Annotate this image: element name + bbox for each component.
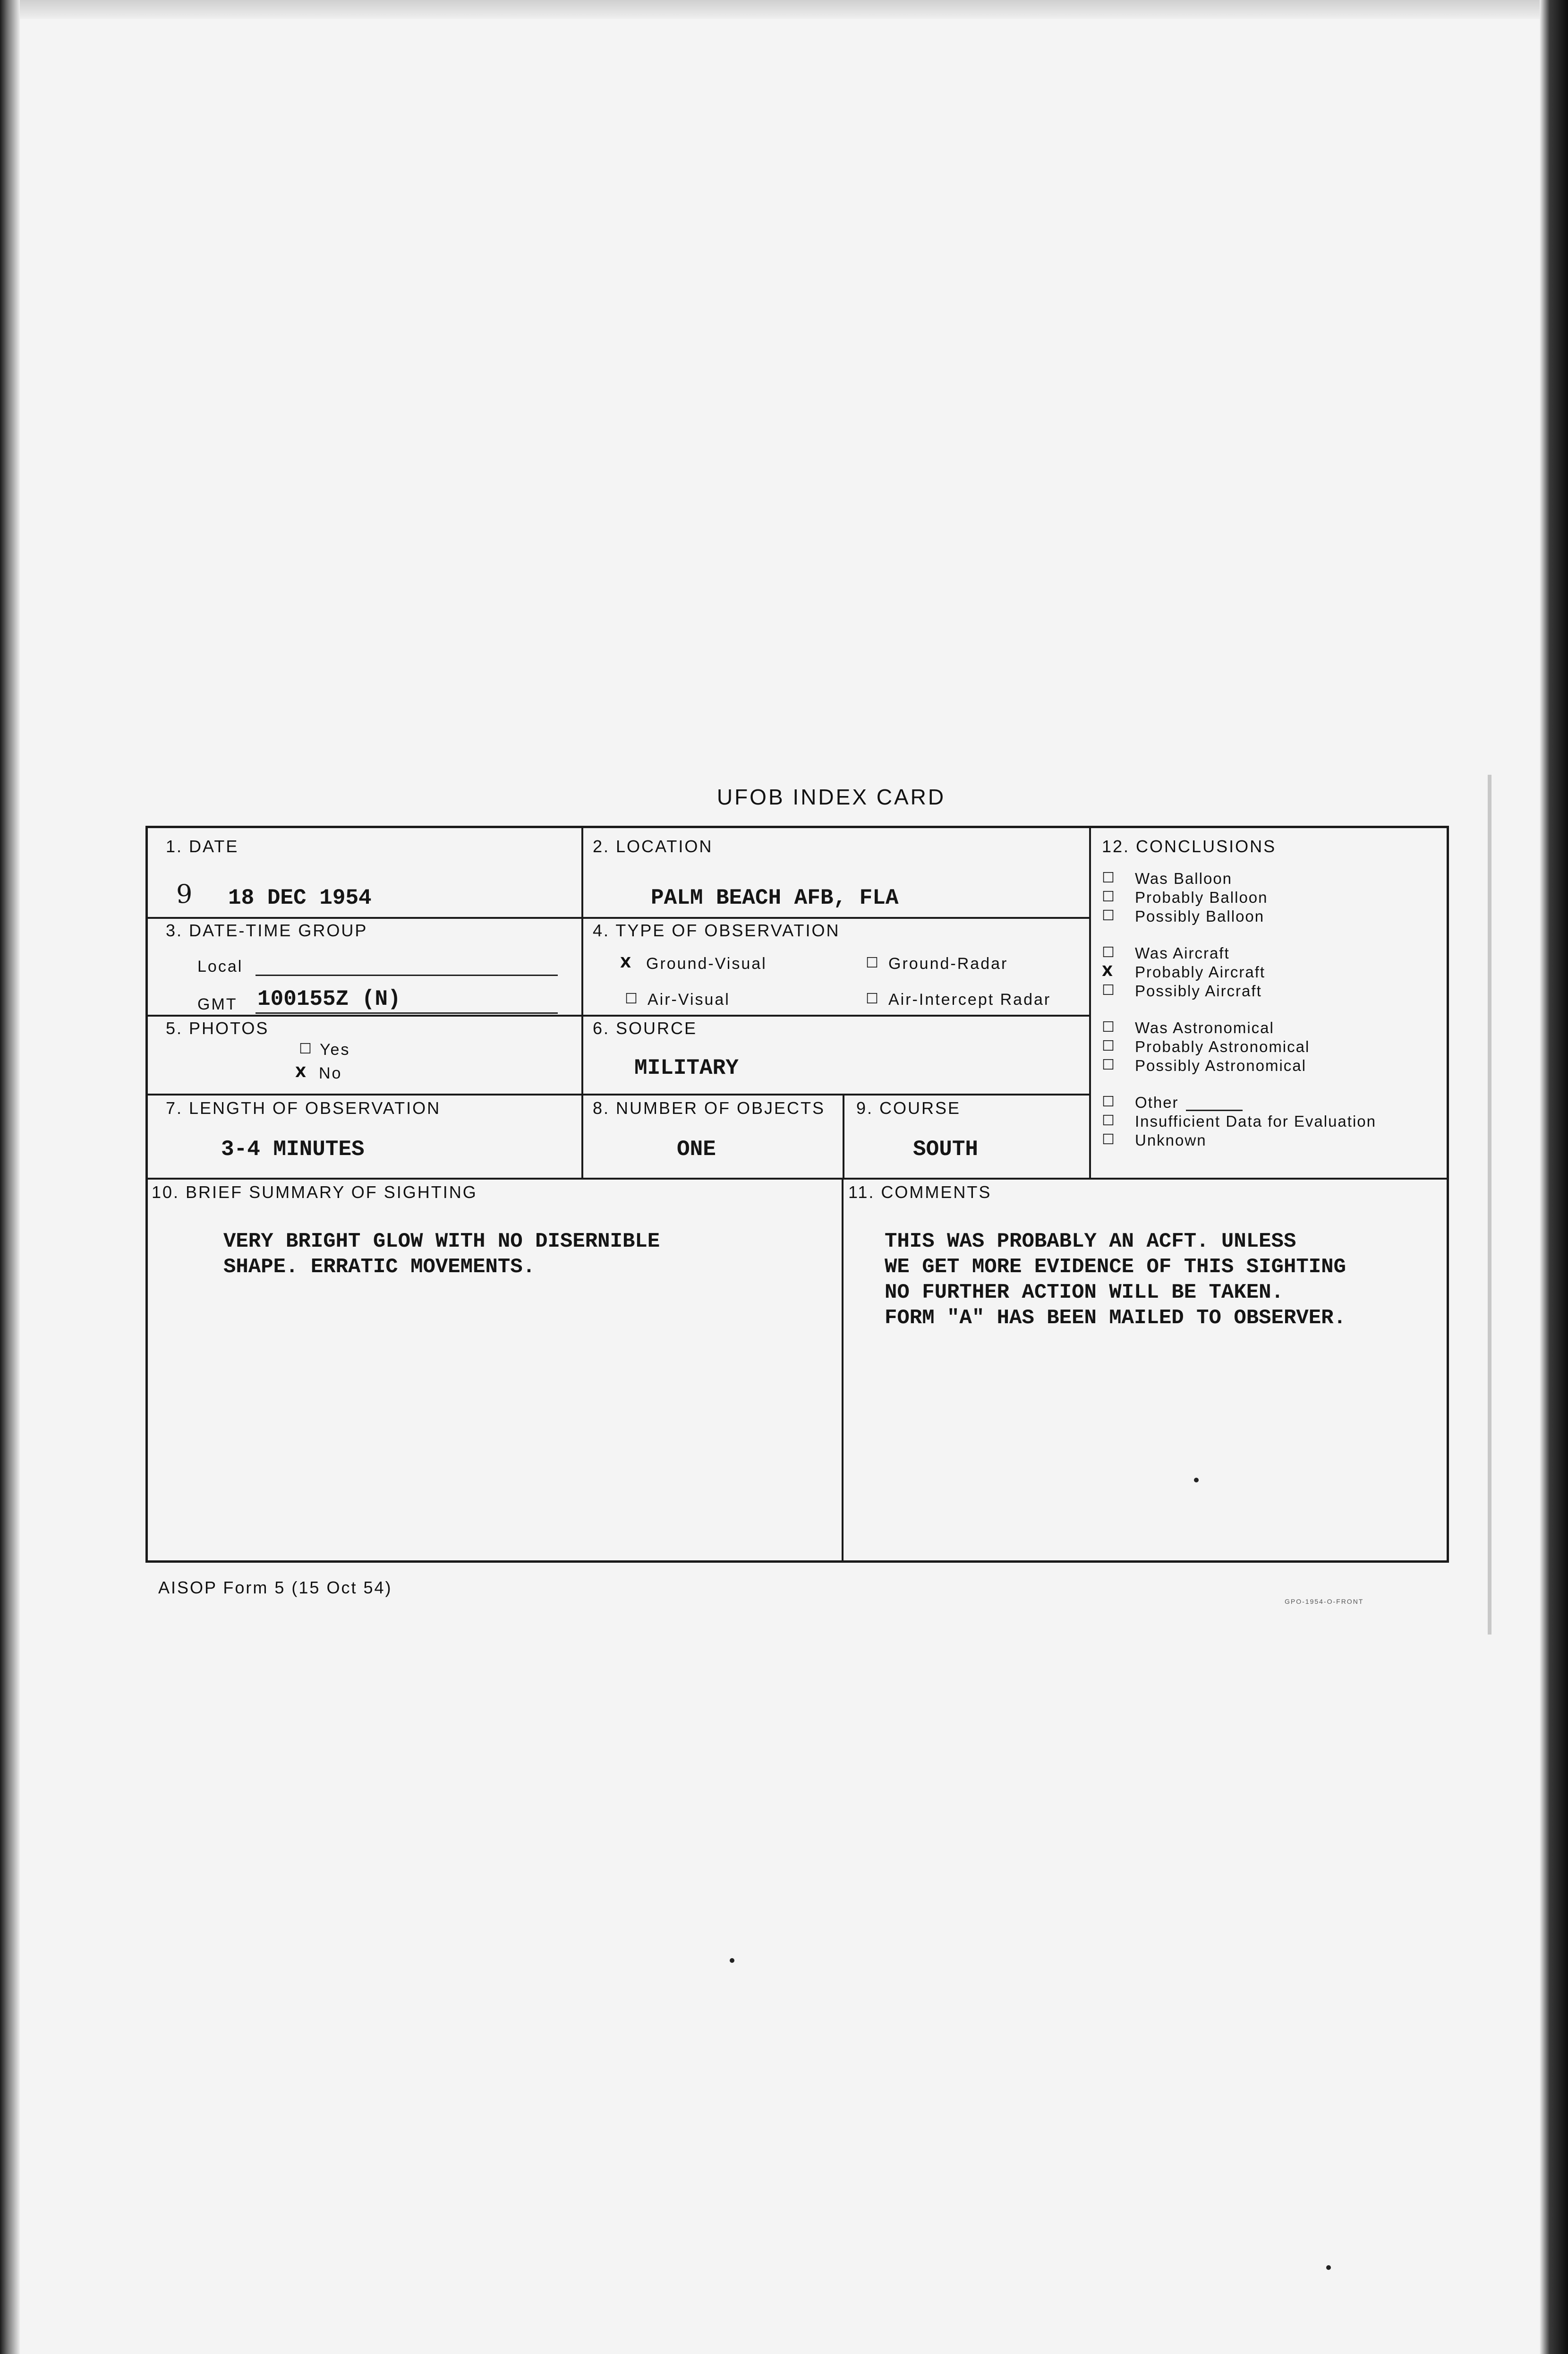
- option-label: Ground-Visual: [646, 955, 767, 973]
- dtg-label: 3. DATE-TIME GROUP: [166, 921, 368, 940]
- length-value: 3-4 MINUTES: [221, 1137, 365, 1162]
- gmt-value: 100155Z (N): [257, 987, 401, 1011]
- checkbox-empty[interactable]: ☐: [1102, 1038, 1115, 1054]
- conclusion-option[interactable]: [1102, 1113, 1442, 1131]
- comment-line: NO FURTHER ACTION WILL BE TAKEN.: [885, 1281, 1284, 1304]
- checkbox-empty[interactable]: ☐: [1102, 982, 1115, 999]
- option-label: Possibly Aircraft: [1135, 982, 1262, 1000]
- checkbox-empty[interactable]: ☐: [1102, 889, 1115, 905]
- conclusion-option[interactable]: [1102, 1057, 1442, 1076]
- date-correction: 9: [176, 879, 193, 909]
- gmt-underline: [256, 1012, 558, 1014]
- row-line-2: [148, 1015, 1089, 1017]
- comment-line: FORM "A" HAS BEEN MAILED TO OBSERVER.: [885, 1306, 1346, 1330]
- comments-label: 11. COMMENTS: [848, 1182, 992, 1202]
- option-label: Air-Visual: [648, 991, 730, 1009]
- conclusions-label: 12. CONCLUSIONS: [1102, 837, 1277, 856]
- conclusion-option[interactable]: [1102, 1131, 1442, 1150]
- checkbox-checked[interactable]: X: [1102, 963, 1113, 980]
- objects-value: ONE: [677, 1137, 716, 1162]
- row-line-1b: [581, 917, 1089, 919]
- option-label: Probably Balloon: [1135, 889, 1268, 906]
- option-label: Probably Aircraft: [1135, 963, 1266, 981]
- option-label: Unknown: [1135, 1131, 1207, 1149]
- checkbox-empty[interactable]: ☐: [1102, 1057, 1115, 1073]
- checkbox-empty[interactable]: ☐: [1102, 870, 1115, 886]
- checkbox-empty[interactable]: ☐: [1102, 1113, 1115, 1129]
- card-shadow: [1488, 775, 1491, 1635]
- option-label: Yes: [320, 1041, 350, 1059]
- option-label: No: [319, 1064, 342, 1082]
- other-underline: [1186, 1110, 1243, 1111]
- row-line-3: [148, 1094, 1089, 1096]
- source-label: 6. SOURCE: [593, 1019, 698, 1038]
- objects-label: 8. NUMBER OF OBJECTS: [593, 1098, 826, 1118]
- option-label: Other: [1135, 1094, 1179, 1111]
- checkbox-checked[interactable]: X: [295, 1064, 307, 1081]
- col-divider-2: [1089, 828, 1091, 1178]
- conclusion-option[interactable]: [1102, 907, 1442, 926]
- location-label: 2. LOCATION: [593, 837, 713, 856]
- checkbox-empty[interactable]: ☐: [1102, 944, 1115, 961]
- date-value: 18 DEC 1954: [228, 886, 372, 910]
- printer-mark: GPO-1954-O-FRONT: [1285, 1598, 1364, 1605]
- col-divider-1: [581, 828, 583, 1178]
- date-label: 1. DATE: [166, 837, 239, 856]
- scan-speck: [1326, 2265, 1331, 2270]
- checkbox-empty[interactable]: ☐: [866, 955, 878, 971]
- col-divider-4: [842, 1178, 844, 1560]
- option-label: Insufficient Data for Evaluation: [1135, 1113, 1376, 1130]
- left-edge: [0, 0, 20, 2354]
- conclusion-option[interactable]: [1102, 944, 1442, 963]
- row-line-1: [148, 917, 581, 919]
- checkbox-empty[interactable]: ☐: [1102, 1019, 1115, 1036]
- option-label: Was Aircraft: [1135, 944, 1230, 962]
- conclusion-option[interactable]: [1102, 1094, 1442, 1113]
- card-title: UFOB INDEX CARD: [716, 785, 946, 809]
- option-label: Possibly Astronomical: [1135, 1057, 1306, 1074]
- observation-type-label: 4. TYPE OF OBSERVATION: [593, 921, 840, 940]
- photos-label: 5. PHOTOS: [166, 1019, 269, 1038]
- scan-speck: [730, 1958, 734, 1963]
- checkbox-empty[interactable]: ☐: [1102, 1131, 1115, 1148]
- top-edge: [0, 0, 1568, 19]
- option-label: Was Astronomical: [1135, 1019, 1274, 1036]
- gmt-label: GMT: [197, 995, 238, 1013]
- comment-line: THIS WAS PROBABLY AN ACFT. UNLESS: [885, 1230, 1296, 1253]
- index-card: [145, 826, 1449, 1563]
- conclusion-option[interactable]: [1102, 870, 1442, 889]
- option-label: Possibly Balloon: [1135, 907, 1265, 925]
- location-value: PALM BEACH AFB, FLA: [651, 886, 899, 910]
- summary-line: VERY BRIGHT GLOW WITH NO DISERNIBLE: [223, 1230, 660, 1253]
- row-line-4: [148, 1178, 1447, 1180]
- source-value: MILITARY: [634, 1056, 739, 1080]
- course-value: SOUTH: [913, 1137, 979, 1162]
- checkbox-empty[interactable]: ☐: [625, 991, 638, 1007]
- checkbox-empty[interactable]: ☐: [1102, 907, 1115, 924]
- checkbox-checked[interactable]: X: [620, 955, 631, 971]
- option-label: Ground-Radar: [888, 955, 1008, 973]
- option-label: Probably Astronomical: [1135, 1038, 1310, 1055]
- checkbox-empty[interactable]: ☐: [866, 991, 878, 1007]
- conclusion-option[interactable]: [1102, 889, 1442, 907]
- scan-speck: [1194, 1478, 1199, 1482]
- local-label: Local: [197, 958, 243, 976]
- form-id: AISOP Form 5 (15 Oct 54): [158, 1578, 392, 1597]
- conclusion-option[interactable]: [1102, 1038, 1442, 1057]
- checkbox-empty[interactable]: ☐: [1102, 1094, 1115, 1110]
- checkbox-empty[interactable]: ☐: [299, 1041, 312, 1057]
- conclusion-option[interactable]: [1102, 1019, 1442, 1038]
- conclusion-option[interactable]: [1102, 982, 1442, 1001]
- course-label: 9. COURSE: [856, 1098, 961, 1118]
- conclusion-option[interactable]: [1102, 963, 1442, 982]
- summary-line: SHAPE. ERRATIC MOVEMENTS.: [223, 1255, 536, 1279]
- comment-line: WE GET MORE EVIDENCE OF THIS SIGHTING: [885, 1255, 1346, 1279]
- col-divider-3: [843, 1094, 844, 1178]
- conclusions-list: [1102, 870, 1442, 1172]
- local-underline: [256, 975, 558, 976]
- length-label: 7. LENGTH OF OBSERVATION: [166, 1098, 441, 1118]
- option-label: Was Balloon: [1135, 870, 1233, 887]
- option-label: Air-Intercept Radar: [888, 991, 1051, 1009]
- summary-label: 10. BRIEF SUMMARY OF SIGHTING: [152, 1182, 477, 1202]
- right-edge: [1540, 0, 1568, 2354]
